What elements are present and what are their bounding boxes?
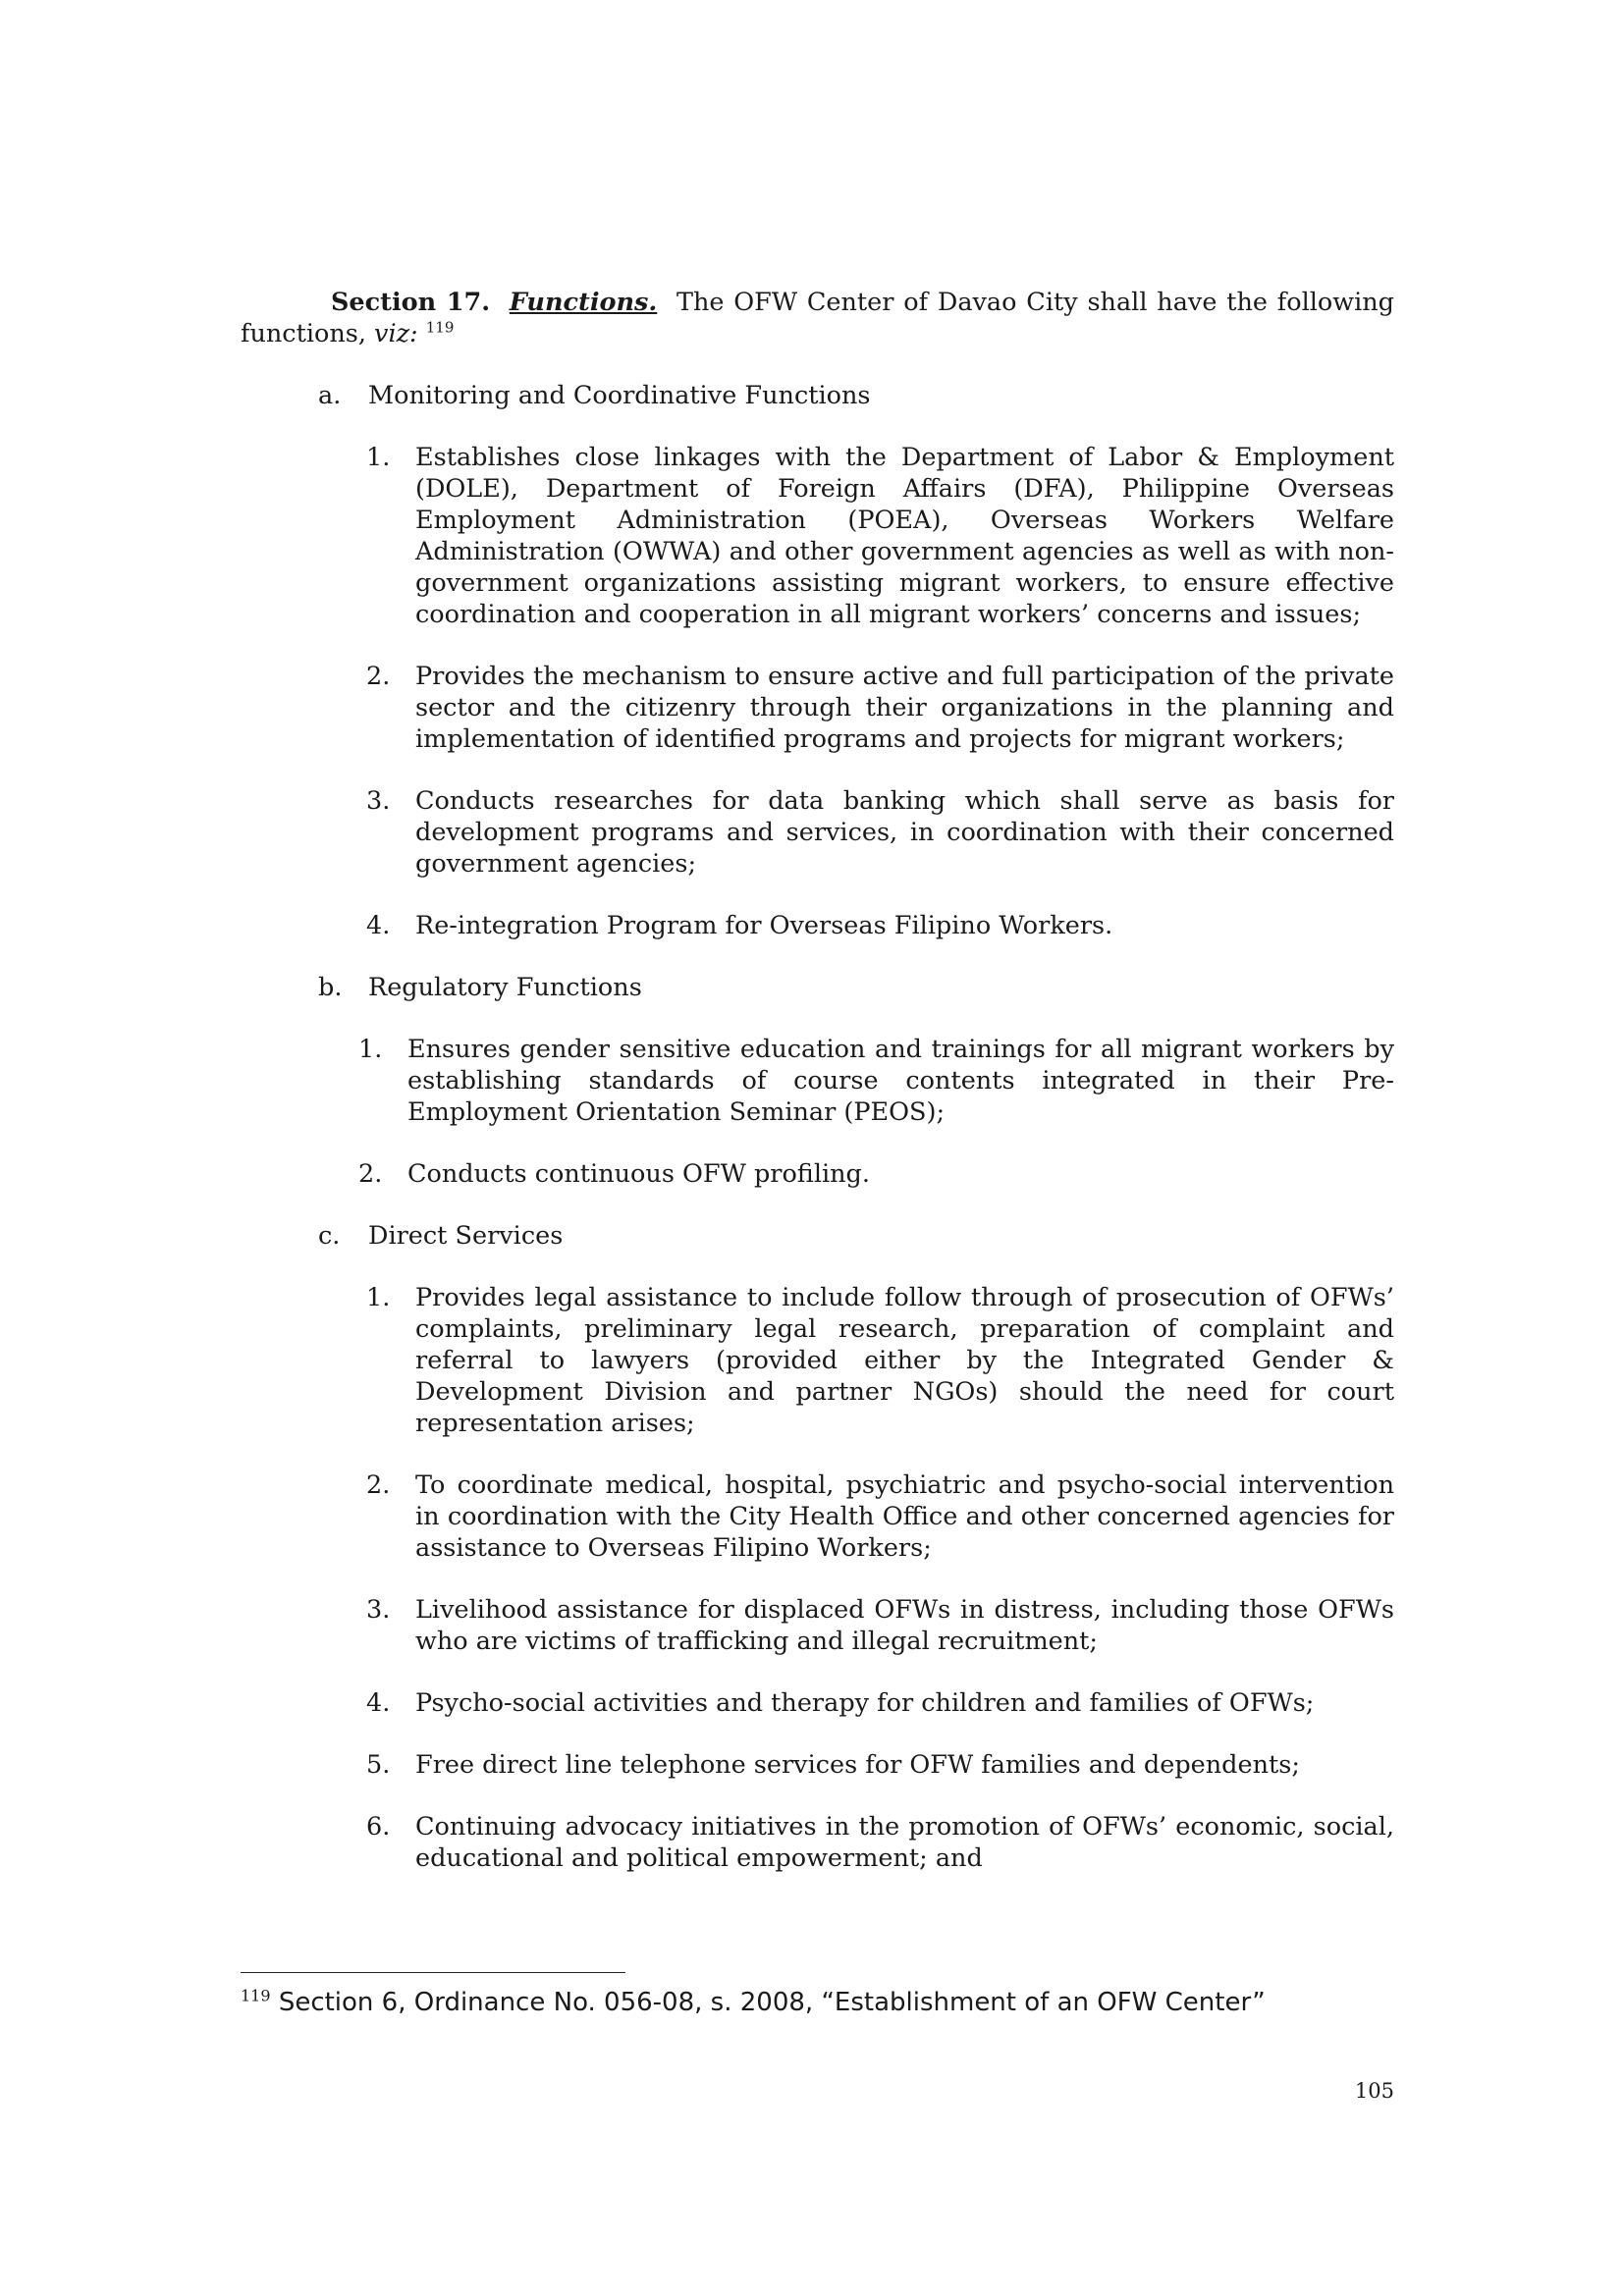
list-item bbox=[241, 442, 1394, 630]
list-item bbox=[241, 785, 1394, 880]
item-text: Continuing advocacy initiatives in the promotion of OFWs’ economic, social, educational and political empowerment; and bbox=[415, 1812, 1394, 1873]
item-number: 2. bbox=[358, 1159, 383, 1189]
list-item bbox=[241, 661, 1394, 755]
viz-label: viz: bbox=[374, 319, 418, 348]
item-number: 4. bbox=[366, 911, 391, 940]
footnote-text: Section 6, Ordinance No. 056-08, s. 2008, “Establishment of an OFW Center” bbox=[278, 1988, 1266, 2017]
item-text: Free direct line telephone services for OFW families and dependents; bbox=[415, 1750, 1300, 1780]
list-item bbox=[241, 1469, 1394, 1564]
list-item bbox=[241, 1034, 1394, 1128]
item-number: 6. bbox=[366, 1812, 391, 1842]
footnote-reference[interactable]: 119 bbox=[425, 318, 455, 337]
list-item bbox=[241, 1687, 1394, 1719]
section-title: Functions. bbox=[509, 288, 658, 317]
list-item bbox=[241, 910, 1394, 941]
item-number: 4. bbox=[366, 1688, 391, 1718]
item-number: 3. bbox=[366, 1595, 391, 1625]
section-intro: The OFW Center of Davao City shall have the following functions, bbox=[241, 288, 1394, 348]
list-item bbox=[241, 1158, 1394, 1190]
item-text: Conducts researches for data banking which shall serve as basis for development programs and services, in coordination with their concerned government agencies; bbox=[415, 786, 1394, 879]
page-number: 105 bbox=[1354, 2079, 1394, 2103]
list-item bbox=[241, 1594, 1394, 1657]
item-text: Establishes close linkages with the Department of Labor & Employment (DOLE), Department of Foreign Affairs (DFA), Philippine Overseas Employment Administration (POEA), Overseas Workers Welfare Administration (OWWA) and other government agencies as well as with non-government organizations assisting migrant workers, to ensure effective coordination and cooperation in all migrant workers’ concerns and issues; bbox=[415, 443, 1394, 629]
item-text: Conducts continuous OFW profiling. bbox=[407, 1159, 870, 1189]
item-text: Provides legal assistance to include follow through of prosecution of OFWs’ complaints, preliminary legal research, preparation of complaint and referral to lawyers (provided either by the Integrated Gender & Development Division and partner NGOs) should the need for court representation arises; bbox=[415, 1283, 1394, 1438]
list-item bbox=[241, 1749, 1394, 1781]
footnote-number: 119 bbox=[241, 1986, 271, 2005]
item-text: Provides the mechanism to ensure active and full participation of the private sector and the citizenry through their organizations in the planning and implementation of identified programs and projects for migrant workers; bbox=[415, 662, 1394, 754]
item-number: 1. bbox=[358, 1035, 383, 1064]
item-text: To coordinate medical, hospital, psychiatric and psycho-social intervention in coordination with the City Health Office and other concerned agencies for assistance to Overseas Filipino Workers; bbox=[415, 1470, 1394, 1563]
group-heading bbox=[241, 380, 1394, 411]
page-body bbox=[241, 287, 1394, 1904]
function-group-direct-services bbox=[241, 1220, 1394, 1874]
item-text: Livelihood assistance for displaced OFWs in distress, including those OFWs who are victims of trafficking and illegal recruitment; bbox=[415, 1595, 1394, 1656]
group-heading bbox=[241, 1220, 1394, 1252]
item-number: 2. bbox=[366, 1470, 391, 1500]
section-label: Section 17. bbox=[331, 288, 491, 317]
item-number: 1. bbox=[366, 443, 391, 472]
item-text: Re-integration Program for Overseas Filipino Workers. bbox=[415, 911, 1113, 940]
footnote-divider bbox=[241, 1972, 625, 1973]
item-number: 2. bbox=[366, 662, 391, 691]
item-number: 3. bbox=[366, 786, 391, 816]
group-title: Monitoring and Coordinative Functions bbox=[368, 381, 871, 410]
group-letter: c. bbox=[318, 1221, 341, 1251]
group-letter: a. bbox=[318, 381, 342, 410]
function-group-monitoring bbox=[241, 380, 1394, 941]
item-text: Psycho-social activities and therapy for children and families of OFWs; bbox=[415, 1688, 1315, 1718]
list-item bbox=[241, 1282, 1394, 1439]
group-heading bbox=[241, 972, 1394, 1003]
footnote bbox=[241, 1987, 1266, 2018]
group-title: Direct Services bbox=[368, 1221, 564, 1251]
item-number: 1. bbox=[366, 1283, 391, 1312]
item-text: Ensures gender sensitive education and trainings for all migrant workers by establishing standards of course contents integrated in their Pre-Employment Orientation Seminar (PEOS); bbox=[407, 1035, 1394, 1127]
group-title: Regulatory Functions bbox=[368, 973, 642, 1002]
function-group-regulatory bbox=[241, 972, 1394, 1190]
list-item bbox=[241, 1811, 1394, 1874]
item-number: 5. bbox=[366, 1750, 391, 1780]
group-letter: b. bbox=[318, 973, 343, 1002]
section-heading bbox=[241, 287, 1394, 349]
